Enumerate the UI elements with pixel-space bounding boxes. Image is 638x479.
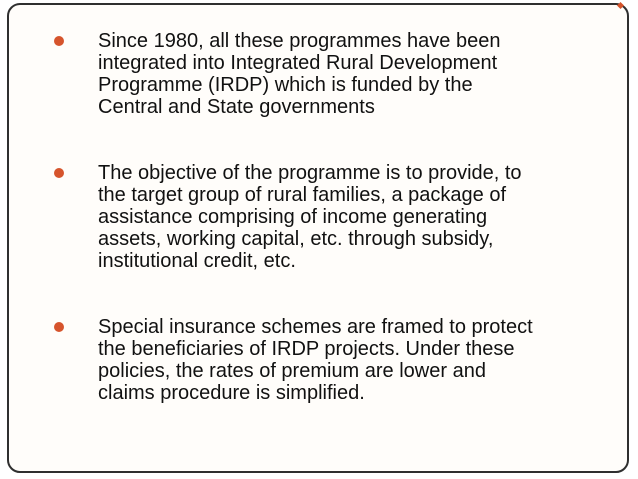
bullet-item-1 — [54, 30, 599, 118]
corner-accent-icon — [617, 2, 624, 9]
bullet-text: Special insurance schemes are framed to protect the beneficiaries of IRDP projects. Under these policies, the rates of premium are lower and claims procedure is simplified. — [98, 316, 533, 404]
bullet-text: The objective of the programme is to provide, to the target group of rural families, a package of assistance comprising of income generating assets, working capital, etc. through subsidy, institutional credit, etc. — [98, 162, 522, 272]
bullet-list — [54, 30, 599, 404]
slide-frame — [7, 3, 629, 473]
bullet-dot-icon — [54, 322, 64, 332]
bullet-item-3 — [54, 316, 599, 404]
bullet-dot-icon — [54, 168, 64, 178]
bullet-text: Since 1980, all these programmes have been integrated into Integrated Rural Development Programme (IRDP) which is funded by the Central and State governments — [98, 30, 501, 118]
bullet-dot-icon — [54, 36, 64, 46]
bullet-item-2 — [54, 162, 599, 272]
